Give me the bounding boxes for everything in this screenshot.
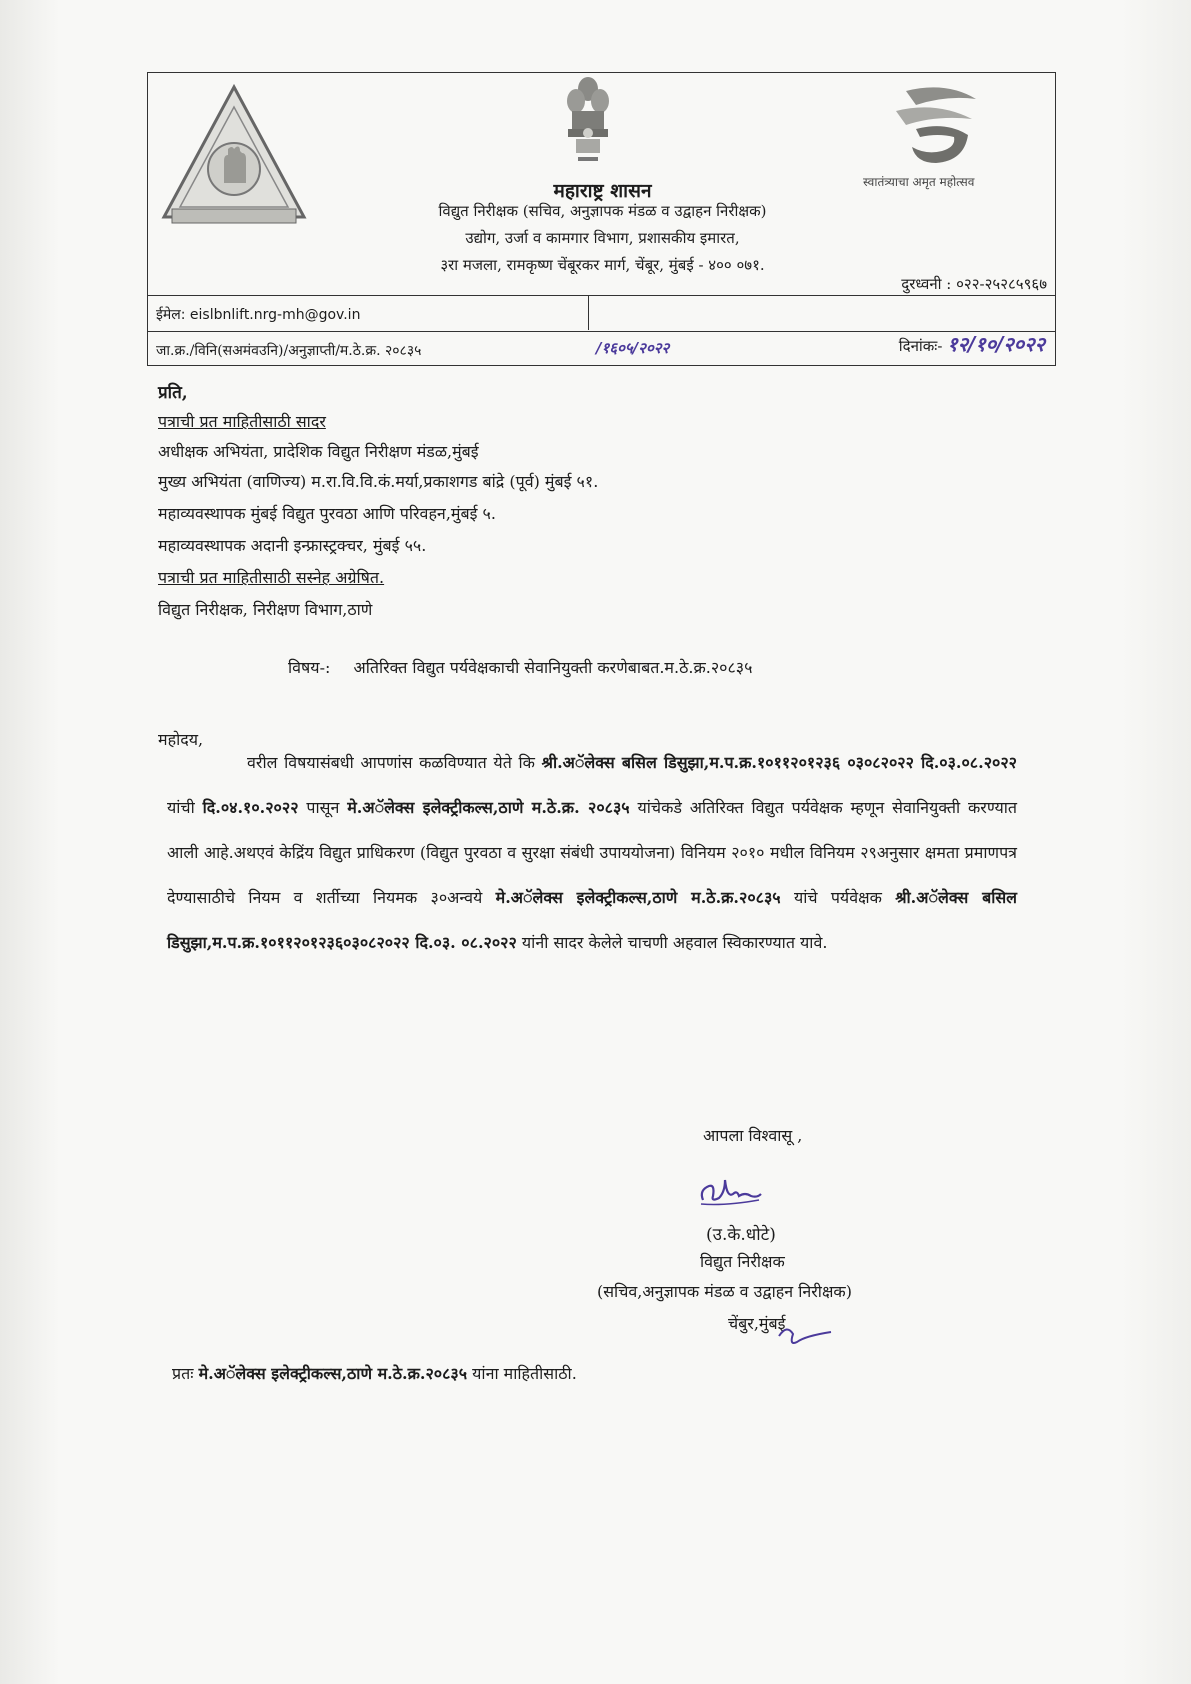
body-part-4: दि.०४.१०.२०२२ (202, 798, 299, 817)
copy-forwarded: पत्राची प्रत माहितीसाठी सस्नेह अग्रेषित. (158, 568, 385, 587)
recipient-line-5: विद्युत निरीक्षक, निरीक्षण विभाग,ठाणे (158, 600, 373, 619)
body-part-10: श्री.अॅलेक्स बसिल डिसुझा,म.प.क्र.१०११२०१२३६०३०८२०२२ दि.०३. ०८.२०२२ (167, 888, 1018, 952)
email: ईमेल: eislbnlift.nrg-mh@gov.in (156, 307, 361, 323)
body-part-6: मे.अॅलेक्स इलेक्ट्रीकल्स,ठाणे म.ठे.क्र. २०८३५ (347, 798, 630, 817)
tagline: स्वातंत्र्याचा अमृत महोत्सव (863, 175, 975, 189)
copy-for-info: पत्राची प्रत माहितीसाठी सादर (158, 412, 326, 431)
government-title: महाराष्ट्र शासन (553, 180, 652, 202)
office-line-3: ३रा मजला, रामकृष्ण चेंबूरकर मार्ग, चेंबूर, मुंबई - ४०० ०७१. (440, 256, 765, 274)
signatory-designation: विद्युत निरीक्षक (700, 1252, 785, 1271)
signatory-place: चेंबुर,मुंबई (728, 1314, 786, 1333)
recipient-line-3: महाव्यवस्थापक मुंबई विद्युत पुरवठा आणि परिवहन,मुंबई ५. (158, 504, 496, 523)
body-part-8: मे.अॅलेक्स इलेक्ट्रीकल्स,ठाणे म.ठे.क्र.२०८३५ (495, 888, 781, 907)
salutation: महोदय, (158, 730, 204, 749)
body-paragraph (167, 740, 1017, 965)
date-value: १२/१०/२०२२ (947, 332, 1045, 356)
row-divider (588, 296, 589, 330)
body-part-9: यांचे पर्यवेक्षक (793, 888, 882, 907)
reference-row (148, 331, 1055, 366)
cc-purpose: यांना माहितीसाठी. (472, 1364, 577, 1383)
cc-label: प्रतः (172, 1364, 194, 1383)
letterhead (147, 72, 1056, 366)
subject-text: अतिरिक्त विद्युत पर्यवेक्षकाची सेवानियुक्ती करणेबाबत.म.ठे.क्र.२०८३५ (353, 658, 753, 677)
reference: जा.क्र./विनि(सअमंवउनि)/अनुज्ञाप्ती/म.ठे.क्र. २०८३५ (156, 343, 422, 359)
body-part-7: यांचेकडे अतिरिक्त विद्युत पर्यवेक्षक म्हणून सेवानियुक्ती करण्यात आली आहे.अथएवं केद्रिंय विद्युत प्राधिकरण (विद्युत पुरवठा व सुरक्षा संबंधी उपाययोजना) विनियम २०१० मधील विनियम २९अनुसार क्षमता प्रमाणपत्र देण्यासाठीचे नियम व शर्तीच्या नियमक ३०अन्वये (167, 798, 1017, 907)
body-part-3: यांची (167, 798, 195, 817)
initials-mark-icon (775, 1318, 835, 1348)
national-emblem-icon (558, 75, 618, 167)
recipient-line-1: अधीक्षक अभियंता, प्रादेशिक विद्युत निरीक्षण मंडळ,मुंबई (158, 442, 479, 461)
signatory-designation-2: (सचिव,अनुज्ञापक मंडळ व उद्वाहन निरीक्षक) (597, 1282, 852, 1301)
date-label: दिनांकः- (898, 337, 943, 355)
signature-icon (695, 1170, 765, 1210)
signatory-name: (उ.के.धोटे) (706, 1225, 776, 1245)
date (899, 330, 1045, 357)
body-part-1: वरील विषयासंबधी आपणांस कळविण्यात येते कि (247, 753, 535, 772)
recipient-line-4: महाव्यवस्थापक अदानी इन्फ्रास्ट्रक्चर, मुंबई ५५. (158, 536, 427, 555)
phone: दुरध्वनी : ०२२-२५२८५९६७ (901, 275, 1047, 293)
office-line-1: विद्युत निरीक्षक (सचिव, अनुज्ञापक मंडळ व उद्वाहन निरीक्षक) (438, 202, 767, 220)
amrit-mahotsav-logo-icon (876, 81, 996, 171)
body-part-11: यांनी सादर केलेले चाचणी अहवाल स्विकारण्यात यावे. (521, 933, 828, 952)
body-part-5: पासून (306, 798, 340, 817)
subject (288, 656, 752, 678)
contact-row (148, 275, 1055, 330)
body-part-2: श्री.अॅलेक्स बसिल डिसुझा,म.प.क्र.१०११२०१२३६ ०३०८२०२२ दि.०३.०८.२०२२ (541, 753, 1017, 772)
cc-recipient: मे.अॅलेक्स इलेक्ट्रीकल्स,ठाणे म.ठे.क्र.२०८३५ (198, 1364, 468, 1383)
reference-number: /१६०५/२०२२ (596, 339, 670, 357)
office-line-2: उद्योग, उर्जा व कामगार विभाग, प्रशासकीय इमारत, (465, 229, 740, 247)
subject-label: विषय-: (288, 658, 331, 677)
yours-faithfully: आपला विश्वासू , (703, 1126, 803, 1145)
recipient-line-2: मुख्य अभियंता (वाणिज्य) म.रा.वि.वि.कं.मर्या,प्रकाशगड बांद्रे (पूर्व) मुंबई ५१. (158, 472, 599, 491)
cc-line (172, 1362, 577, 1384)
prati: प्रति, (158, 383, 188, 403)
